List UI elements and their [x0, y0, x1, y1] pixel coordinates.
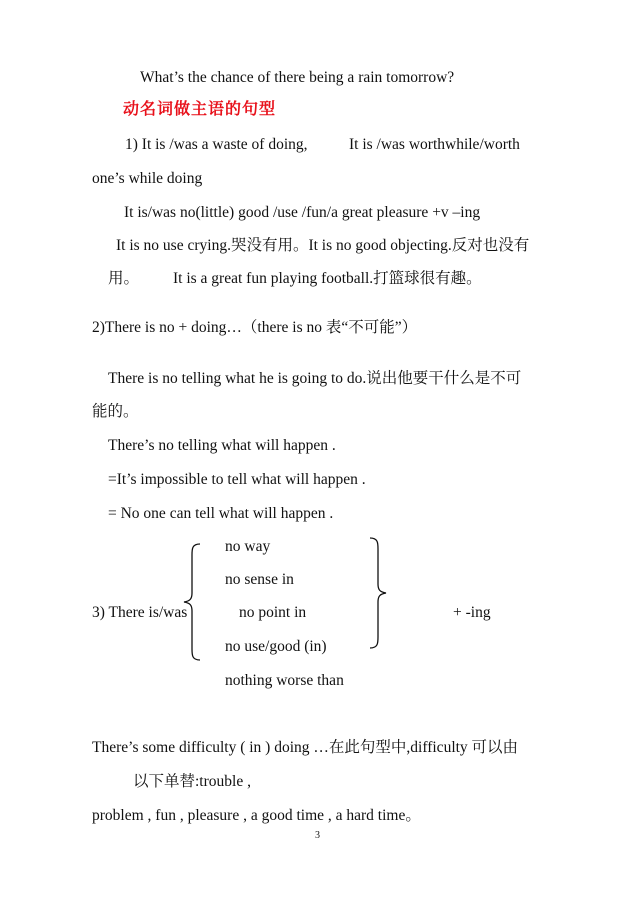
option-item: no use/good (in) [225, 638, 327, 655]
text-line: There is no telling what he is going to do.说出他要干什么是不可 [108, 370, 522, 387]
text-line: What’s the chance of there being a rain tomorrow? [140, 69, 455, 86]
text-line: =It’s impossible to tell what will happen . [108, 471, 366, 488]
text-line: There’s no telling what will happen . [108, 437, 336, 454]
option-item: no point in [239, 604, 307, 621]
text-line: It is /was worthwhile/worth [349, 136, 520, 153]
text-line: It is/was no(little) good /use /fun/a great pleasure +v –ing [124, 204, 481, 221]
pattern-lead: 3) There is/was [92, 604, 188, 621]
option-item: no way [225, 538, 271, 555]
text-line: problem , fun , pleasure , a good time , a hard time。 [92, 807, 421, 824]
text-line: 1) It is /was a waste of doing, [125, 136, 308, 153]
pattern-tail: + -ing [453, 604, 491, 621]
option-item: nothing worse than [225, 672, 344, 689]
text-line: 2)There is no + doing…（there is no 表“不可能”） [92, 319, 418, 336]
left-brace [182, 543, 202, 661]
text-line: It is no use crying.哭没有用。It is no good objecting.反对也没有 [116, 237, 530, 254]
right-brace [368, 537, 388, 649]
text-line: 能的。 [92, 403, 139, 420]
text-line: 用。 [108, 270, 140, 287]
text-line: There’s some difficulty ( in ) doing …在此句型中,difficulty 可以由 [92, 739, 519, 756]
option-item: no sense in [225, 571, 294, 588]
text-line: 以下单替:trouble , [133, 773, 251, 790]
page-number: 3 [315, 830, 320, 841]
text-line: one’s while doing [92, 170, 203, 187]
section-heading: 动名词做主语的句型 [123, 101, 277, 118]
text-line: It is a great fun playing football.打篮球很有趣。 [173, 270, 482, 287]
text-line: = No one can tell what will happen . [108, 505, 334, 522]
